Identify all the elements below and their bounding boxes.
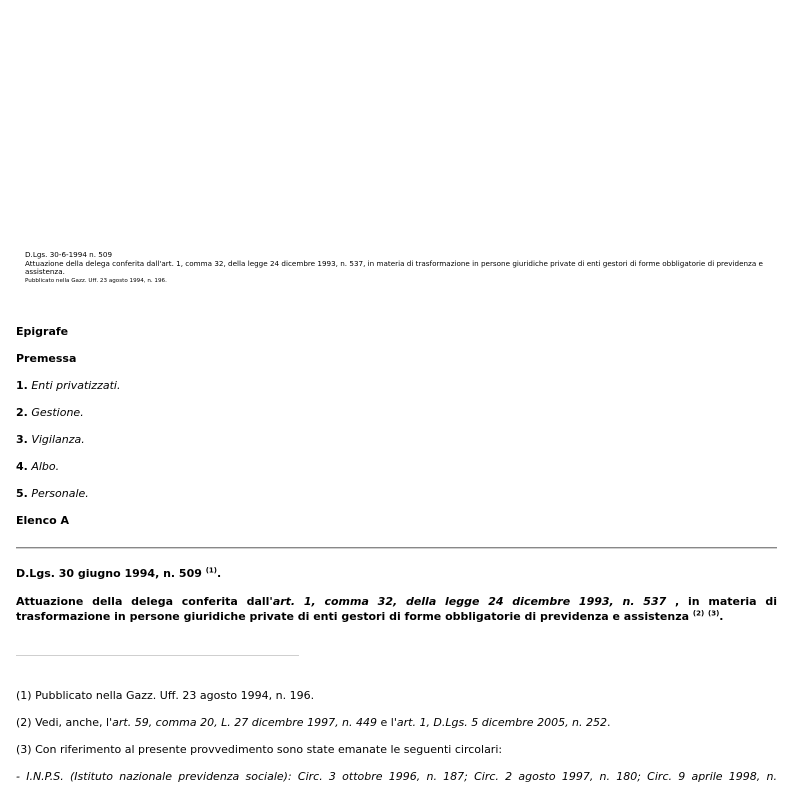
- toc-article-num: 3.: [16, 433, 28, 446]
- toc-article-num: 4.: [16, 460, 28, 473]
- document-title-end: .: [217, 567, 222, 580]
- footnote-2-link-2[interactable]: art. 1, D.Lgs. 5 dicembre 2005, n. 252: [396, 716, 608, 729]
- footnote-ref-3[interactable]: (3): [708, 609, 720, 618]
- toc-article-5[interactable]: [16, 486, 120, 513]
- subtitle-text-pre: Attuazione della delega conferita dall': [16, 595, 273, 608]
- document-header: [25, 251, 777, 285]
- footnote-ref-1[interactable]: (1): [205, 566, 218, 575]
- header-title: Attuazione della delega conferita dall'art. 1, comma 32, della legge 24 dicembre 1993, n. 537, in materia di trasformazione in persone giuridiche private di enti gestori di forme obbligatorie di previdenza e assistenza.: [25, 258, 763, 277]
- footnote-2: [16, 715, 777, 742]
- toc-article-3[interactable]: [16, 432, 120, 459]
- toc-article-label: Albo.: [31, 460, 60, 473]
- header-published: Pubblicato nella Gazz. Uff. 23 agosto 1994, n. 196.: [25, 277, 167, 284]
- toc-article-num: 1.: [16, 379, 28, 392]
- subtitle-law-link[interactable]: art. 1, comma 32, della legge 24 dicembre 1993, n. 537: [272, 595, 667, 608]
- footnote-2-link-1[interactable]: art. 59, comma 20, L. 27 dicembre 1997, n. 449: [112, 716, 378, 729]
- toc-article-label: Enti privatizzati.: [31, 379, 121, 392]
- toc-article-label: Vigilanza.: [31, 433, 85, 446]
- subtitle-text-post: , in materia di trasformazione in persone giuridiche private di enti gestori di forme obbligatorie di previdenza e assistenza: [16, 595, 777, 623]
- toc-article-2[interactable]: [16, 405, 120, 432]
- header-ref: D.Lgs. 30-6-1994 n. 509: [25, 250, 113, 259]
- toc-premessa-link[interactable]: Premessa: [16, 352, 77, 365]
- document-subtitle: [16, 594, 777, 624]
- table-of-contents: [16, 324, 120, 540]
- footnotes: [16, 688, 777, 796]
- toc-article-label: Gestione.: [31, 406, 84, 419]
- toc-elenco-link[interactable]: Elenco A: [16, 514, 69, 527]
- toc-article-1[interactable]: [16, 378, 120, 405]
- footnote-divider: [16, 655, 299, 656]
- footnote-3-item-text: - I.N.P.S. (Istituto nazionale previdenza sociale): Circ. 3 ottobre 1996, n. 187; Circ. 2 agosto 1997, n. 180; Circ. 9 aprile 1998, n.: [16, 770, 777, 783]
- toc-article-4[interactable]: [16, 459, 120, 486]
- section-divider: [16, 547, 777, 549]
- toc-article-label: Personale.: [31, 487, 89, 500]
- toc-article-num: 5.: [16, 487, 28, 500]
- document-title-text: D.Lgs. 30 giugno 1994, n. 509: [16, 567, 202, 580]
- footnote-ref-2[interactable]: (2): [692, 609, 705, 618]
- footnote-2-end: .: [607, 716, 611, 729]
- toc-epigrafe-link[interactable]: Epigrafe: [16, 325, 69, 338]
- footnote-2-pre: (2) Vedi, anche, l': [16, 716, 113, 729]
- footnote-1: (1) Pubblicato nella Gazz. Uff. 23 agosto 1994, n. 196.: [16, 689, 315, 702]
- footnote-3: (3) Con riferimento al presente provvedimento sono state emanate le seguenti circolari:: [16, 743, 503, 756]
- document-title: [16, 567, 221, 580]
- toc-article-num: 2.: [16, 406, 28, 419]
- subtitle-end: .: [719, 610, 724, 623]
- footnote-2-mid: e l': [377, 716, 397, 729]
